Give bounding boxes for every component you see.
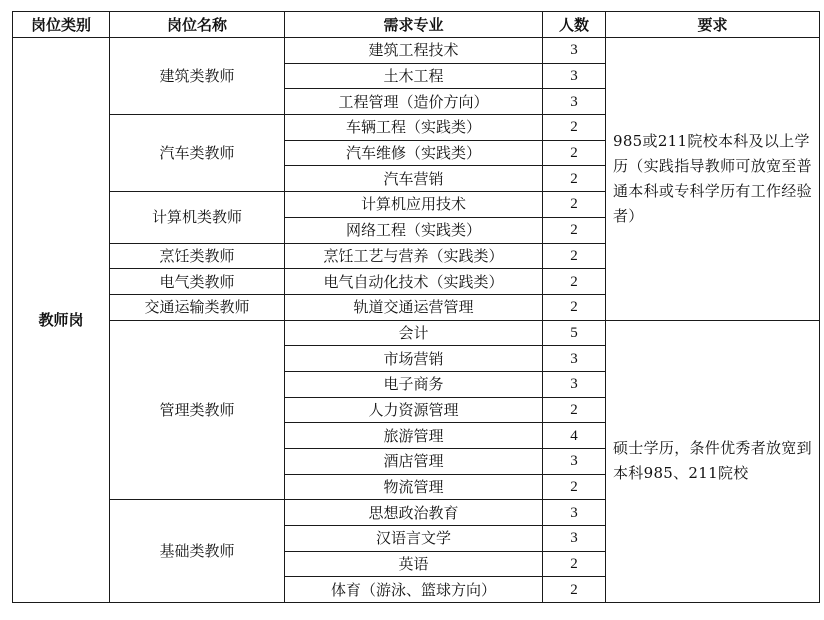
count-cell: 3 (543, 38, 606, 64)
header-position: 岗位名称 (110, 12, 285, 38)
count-cell: 2 (543, 474, 606, 500)
count-cell: 2 (543, 243, 606, 269)
header-row (13, 12, 820, 38)
count-cell: 3 (543, 500, 606, 526)
position-cell: 电气类教师 (110, 269, 285, 295)
count-cell: 2 (543, 192, 606, 218)
major-cell: 思想政治教育 (285, 500, 543, 526)
header-requirement: 要求 (606, 12, 820, 38)
major-cell: 汽车营销 (285, 166, 543, 192)
major-cell: 酒店管理 (285, 449, 543, 475)
requirement-cell: 985或211院校本科及以上学历（实践指导教师可放宽至普通本科或专科学历有工作经验者） (606, 38, 820, 321)
count-cell: 4 (543, 423, 606, 449)
major-cell: 会计 (285, 320, 543, 346)
count-cell: 2 (543, 140, 606, 166)
count-cell: 3 (543, 89, 606, 115)
major-cell: 汽车维修（实践类） (285, 140, 543, 166)
position-cell: 计算机类教师 (110, 192, 285, 243)
header-category: 岗位类别 (13, 12, 110, 38)
count-cell: 3 (543, 371, 606, 397)
major-cell: 电气自动化技术（实践类） (285, 269, 543, 295)
major-cell: 烹饪工艺与营养（实践类） (285, 243, 543, 269)
major-cell: 建筑工程技术 (285, 38, 543, 64)
count-cell: 2 (543, 294, 606, 320)
requirement-cell: 硕士学历，条件优秀者放宽到本科985、211院校 (606, 320, 820, 603)
count-cell: 5 (543, 320, 606, 346)
category-cell: 教师岗 (13, 38, 110, 603)
major-cell: 市场营销 (285, 346, 543, 372)
position-cell: 基础类教师 (110, 500, 285, 603)
count-cell: 3 (543, 526, 606, 552)
position-cell: 交通运输类教师 (110, 294, 285, 320)
major-cell: 人力资源管理 (285, 397, 543, 423)
count-cell: 2 (543, 269, 606, 295)
header-major: 需求专业 (285, 12, 543, 38)
major-cell: 英语 (285, 551, 543, 577)
major-cell: 电子商务 (285, 371, 543, 397)
position-cell: 烹饪类教师 (110, 243, 285, 269)
major-cell: 轨道交通运营管理 (285, 294, 543, 320)
count-cell: 3 (543, 63, 606, 89)
count-cell: 2 (543, 217, 606, 243)
table-row (13, 320, 820, 346)
header-count: 人数 (543, 12, 606, 38)
count-cell: 3 (543, 449, 606, 475)
count-cell: 2 (543, 397, 606, 423)
major-cell: 体育（游泳、篮球方向） (285, 577, 543, 603)
position-cell: 管理类教师 (110, 320, 285, 500)
major-cell: 土木工程 (285, 63, 543, 89)
position-cell: 建筑类教师 (110, 38, 285, 115)
major-cell: 工程管理（造价方向） (285, 89, 543, 115)
count-cell: 2 (543, 577, 606, 603)
count-cell: 3 (543, 346, 606, 372)
major-cell: 物流管理 (285, 474, 543, 500)
count-cell: 2 (543, 166, 606, 192)
major-cell: 汉语言文学 (285, 526, 543, 552)
major-cell: 车辆工程（实践类） (285, 115, 543, 141)
major-cell: 旅游管理 (285, 423, 543, 449)
major-cell: 计算机应用技术 (285, 192, 543, 218)
recruitment-table (12, 11, 820, 603)
table-row (13, 38, 820, 64)
count-cell: 2 (543, 551, 606, 577)
position-cell: 汽车类教师 (110, 115, 285, 192)
major-cell: 网络工程（实践类） (285, 217, 543, 243)
count-cell: 2 (543, 115, 606, 141)
